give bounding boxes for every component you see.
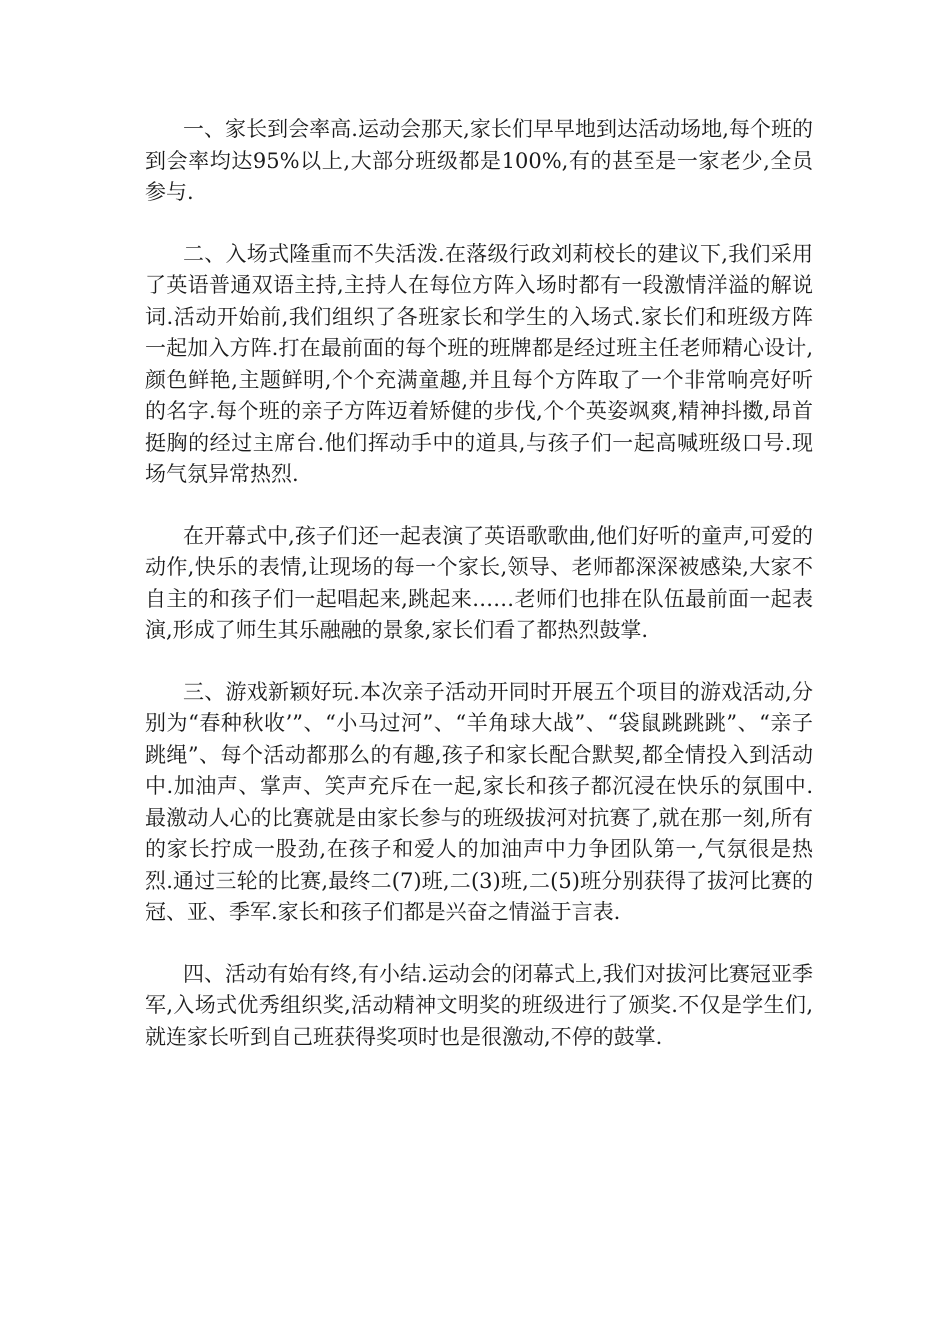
paragraph-opening-performance: 在开幕式中,孩子们还一起表演了英语歌歌曲,他们好听的童声,可爱的动作,快乐的表情,让现场的每一个家长,领导、老师都深深被感染,大家不自主的和孩子们一起唱起来,跳起来……老师们也排在队伍最前面一起表演,形成了师生其乐融融的景象,家长们看了都热烈鼓掌. (145, 523, 813, 642)
paragraph-games: 三、游戏新颖好玩.本次亲子活动开同时开展五个项目的游戏活动,分别为“春种秋收’”、“小马过河”、“羊角球大战”、“袋鼠跳跳跳”、“亲子跳绳”、每个活动都那么的有趣,孩子和家长配合默契,都全情投入到活动中.加油声、掌声、笑声充斥在一起,家长和孩子都沉浸在快乐的氛围中.最激动人心的比赛就是由家长参与的班级拔河对抗赛了,就在那一刻,所有的家长拧成一股劲,在孩子和爱人的加油声中力争团队第一,气氛很是热烈.通过三轮的比赛,最终二(7)班,二(3)班,二(5)班分别获得了拔河比赛的冠、亚、季军.家长和孩子们都是兴奋之情溢于言表. (145, 679, 813, 924)
document-body (145, 114, 813, 1083)
paragraph-entrance-ceremony: 二、入场式隆重而不失活泼.在落级行政刘莉校长的建议下,我们采用了英语普通双语主持,主持人在每位方阵入场时都有一段激情洋溢的解说词.活动开始前,我们组织了各班家长和学生的入场式.家长们和班级方阵一起加入方阵.打在最前面的每个班的班牌都是经过班主任老师精心设计,颜色鲜艳,主题鲜明,个个充满童趣,并且每个方阵取了一个非常响亮好听的名字.每个班的亲子方阵迈着矫健的步伐,个个英姿飒爽,精神抖擞,昂首挺胸的经过主席台.他们挥动手中的道具,与孩子们一起高喊班级口号.现场气氛异常热烈. (145, 241, 813, 486)
paragraph-attendance: 一、家长到会率高.运动会那天,家长们早早地到达活动场地,每个班的到会率均达95%以上,大部分班级都是100%,有的甚至是一家老少,全员参与. (145, 117, 813, 204)
paragraph-closing-awards: 四、活动有始有终,有小结.运动会的闭幕式上,我们对拔河比赛冠亚季军,入场式优秀组织奖,活动精神文明奖的班级进行了颁奖.不仅是学生们,就连家长听到自己班获得奖项时也是很激动,不停的鼓掌. (145, 961, 813, 1049)
